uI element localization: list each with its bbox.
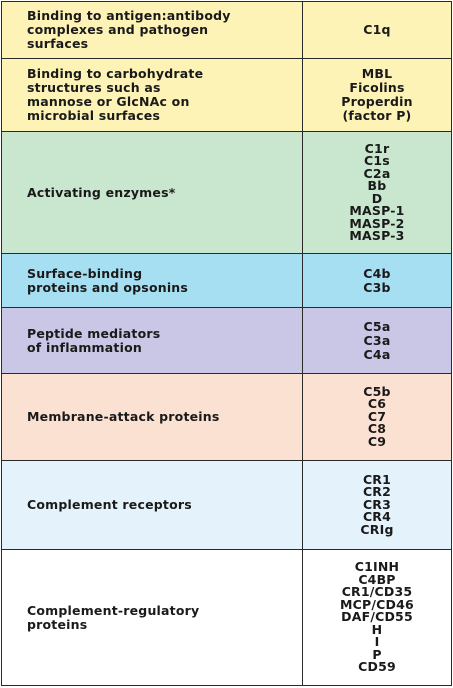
row-label-cell xyxy=(2,254,303,307)
row-value: MCP/CD46 xyxy=(340,596,414,612)
row-label-cell xyxy=(2,461,303,549)
row-value: CR1/CD35 xyxy=(341,584,413,600)
row-values-cell xyxy=(303,254,451,307)
row-label: Peptide mediators of inflammation xyxy=(27,325,161,355)
table-row xyxy=(2,59,451,132)
row-value: Properdin xyxy=(341,94,413,109)
row-value: C5b xyxy=(363,383,391,399)
table-row xyxy=(2,2,451,59)
row-value: C7 xyxy=(367,408,387,424)
table-row xyxy=(2,374,451,461)
row-value: P xyxy=(372,646,382,662)
row-value: MBL xyxy=(361,66,393,81)
row-value: I xyxy=(374,634,380,650)
row-value: MASP-3 xyxy=(349,228,405,243)
row-label-cell xyxy=(2,374,303,460)
row-value: C2a xyxy=(363,165,391,181)
table-row xyxy=(2,254,451,308)
row-value: C5a xyxy=(363,318,391,334)
table-row xyxy=(2,461,451,550)
row-label: Complement receptors xyxy=(27,497,192,512)
row-value: C1s xyxy=(364,153,390,168)
row-value: C1q xyxy=(363,22,391,37)
row-value: Bb xyxy=(367,178,387,193)
row-value: Ficolins xyxy=(349,80,405,95)
row-value: C9 xyxy=(367,433,387,449)
row-value: MASP-1 xyxy=(349,203,405,218)
row-values-cell xyxy=(303,2,451,58)
table-row xyxy=(2,550,451,685)
row-value: C3a xyxy=(363,332,391,348)
row-value: CR1 xyxy=(362,471,392,487)
row-values-cell xyxy=(303,461,451,549)
row-value: C4b xyxy=(363,265,391,281)
row-value: C3b xyxy=(363,279,391,295)
row-label: Complement-regulatory proteins xyxy=(27,602,200,632)
row-value: CR4 xyxy=(362,509,392,525)
row-values-cell xyxy=(303,374,451,460)
complement-proteins-table xyxy=(1,1,452,686)
row-value: C6 xyxy=(367,396,387,412)
row-value: C4BP xyxy=(358,571,396,587)
row-label-cell xyxy=(2,59,303,131)
row-label: Surface-binding proteins and opsonins xyxy=(27,265,189,295)
row-values-cell xyxy=(303,132,451,253)
row-values-cell xyxy=(303,308,451,373)
row-value: (factor P) xyxy=(342,108,412,123)
row-label-cell xyxy=(2,550,303,685)
row-label-cell xyxy=(2,308,303,373)
row-label-cell xyxy=(2,132,303,253)
row-values-cell xyxy=(303,59,451,131)
row-value: MASP-2 xyxy=(349,215,405,231)
row-label: Activating enzymes* xyxy=(27,184,176,200)
row-value: C1INH xyxy=(354,559,400,575)
row-label: Membrane-attack proteins xyxy=(27,409,220,424)
row-value: CR3 xyxy=(362,496,392,512)
row-label: Binding to antigen:antibody complexes and pathogen surfaces xyxy=(27,8,231,51)
row-value: CD59 xyxy=(358,659,396,675)
row-value: DAF/CD55 xyxy=(341,609,413,625)
row-value: D xyxy=(371,190,383,206)
table-row xyxy=(2,308,451,374)
row-value: CRIg xyxy=(360,521,394,537)
row-value: C4a xyxy=(363,346,391,362)
row-value: C1r xyxy=(364,140,390,156)
row-label: Binding to carbohydrate structures such as mannose or GlcNAc on microbial surfaces xyxy=(27,66,204,123)
row-value: CR2 xyxy=(362,484,392,500)
row-value: C8 xyxy=(367,421,387,437)
table-row xyxy=(2,132,451,254)
row-value: H xyxy=(371,621,383,637)
row-label-cell xyxy=(2,2,303,58)
row-values-cell xyxy=(303,550,451,685)
